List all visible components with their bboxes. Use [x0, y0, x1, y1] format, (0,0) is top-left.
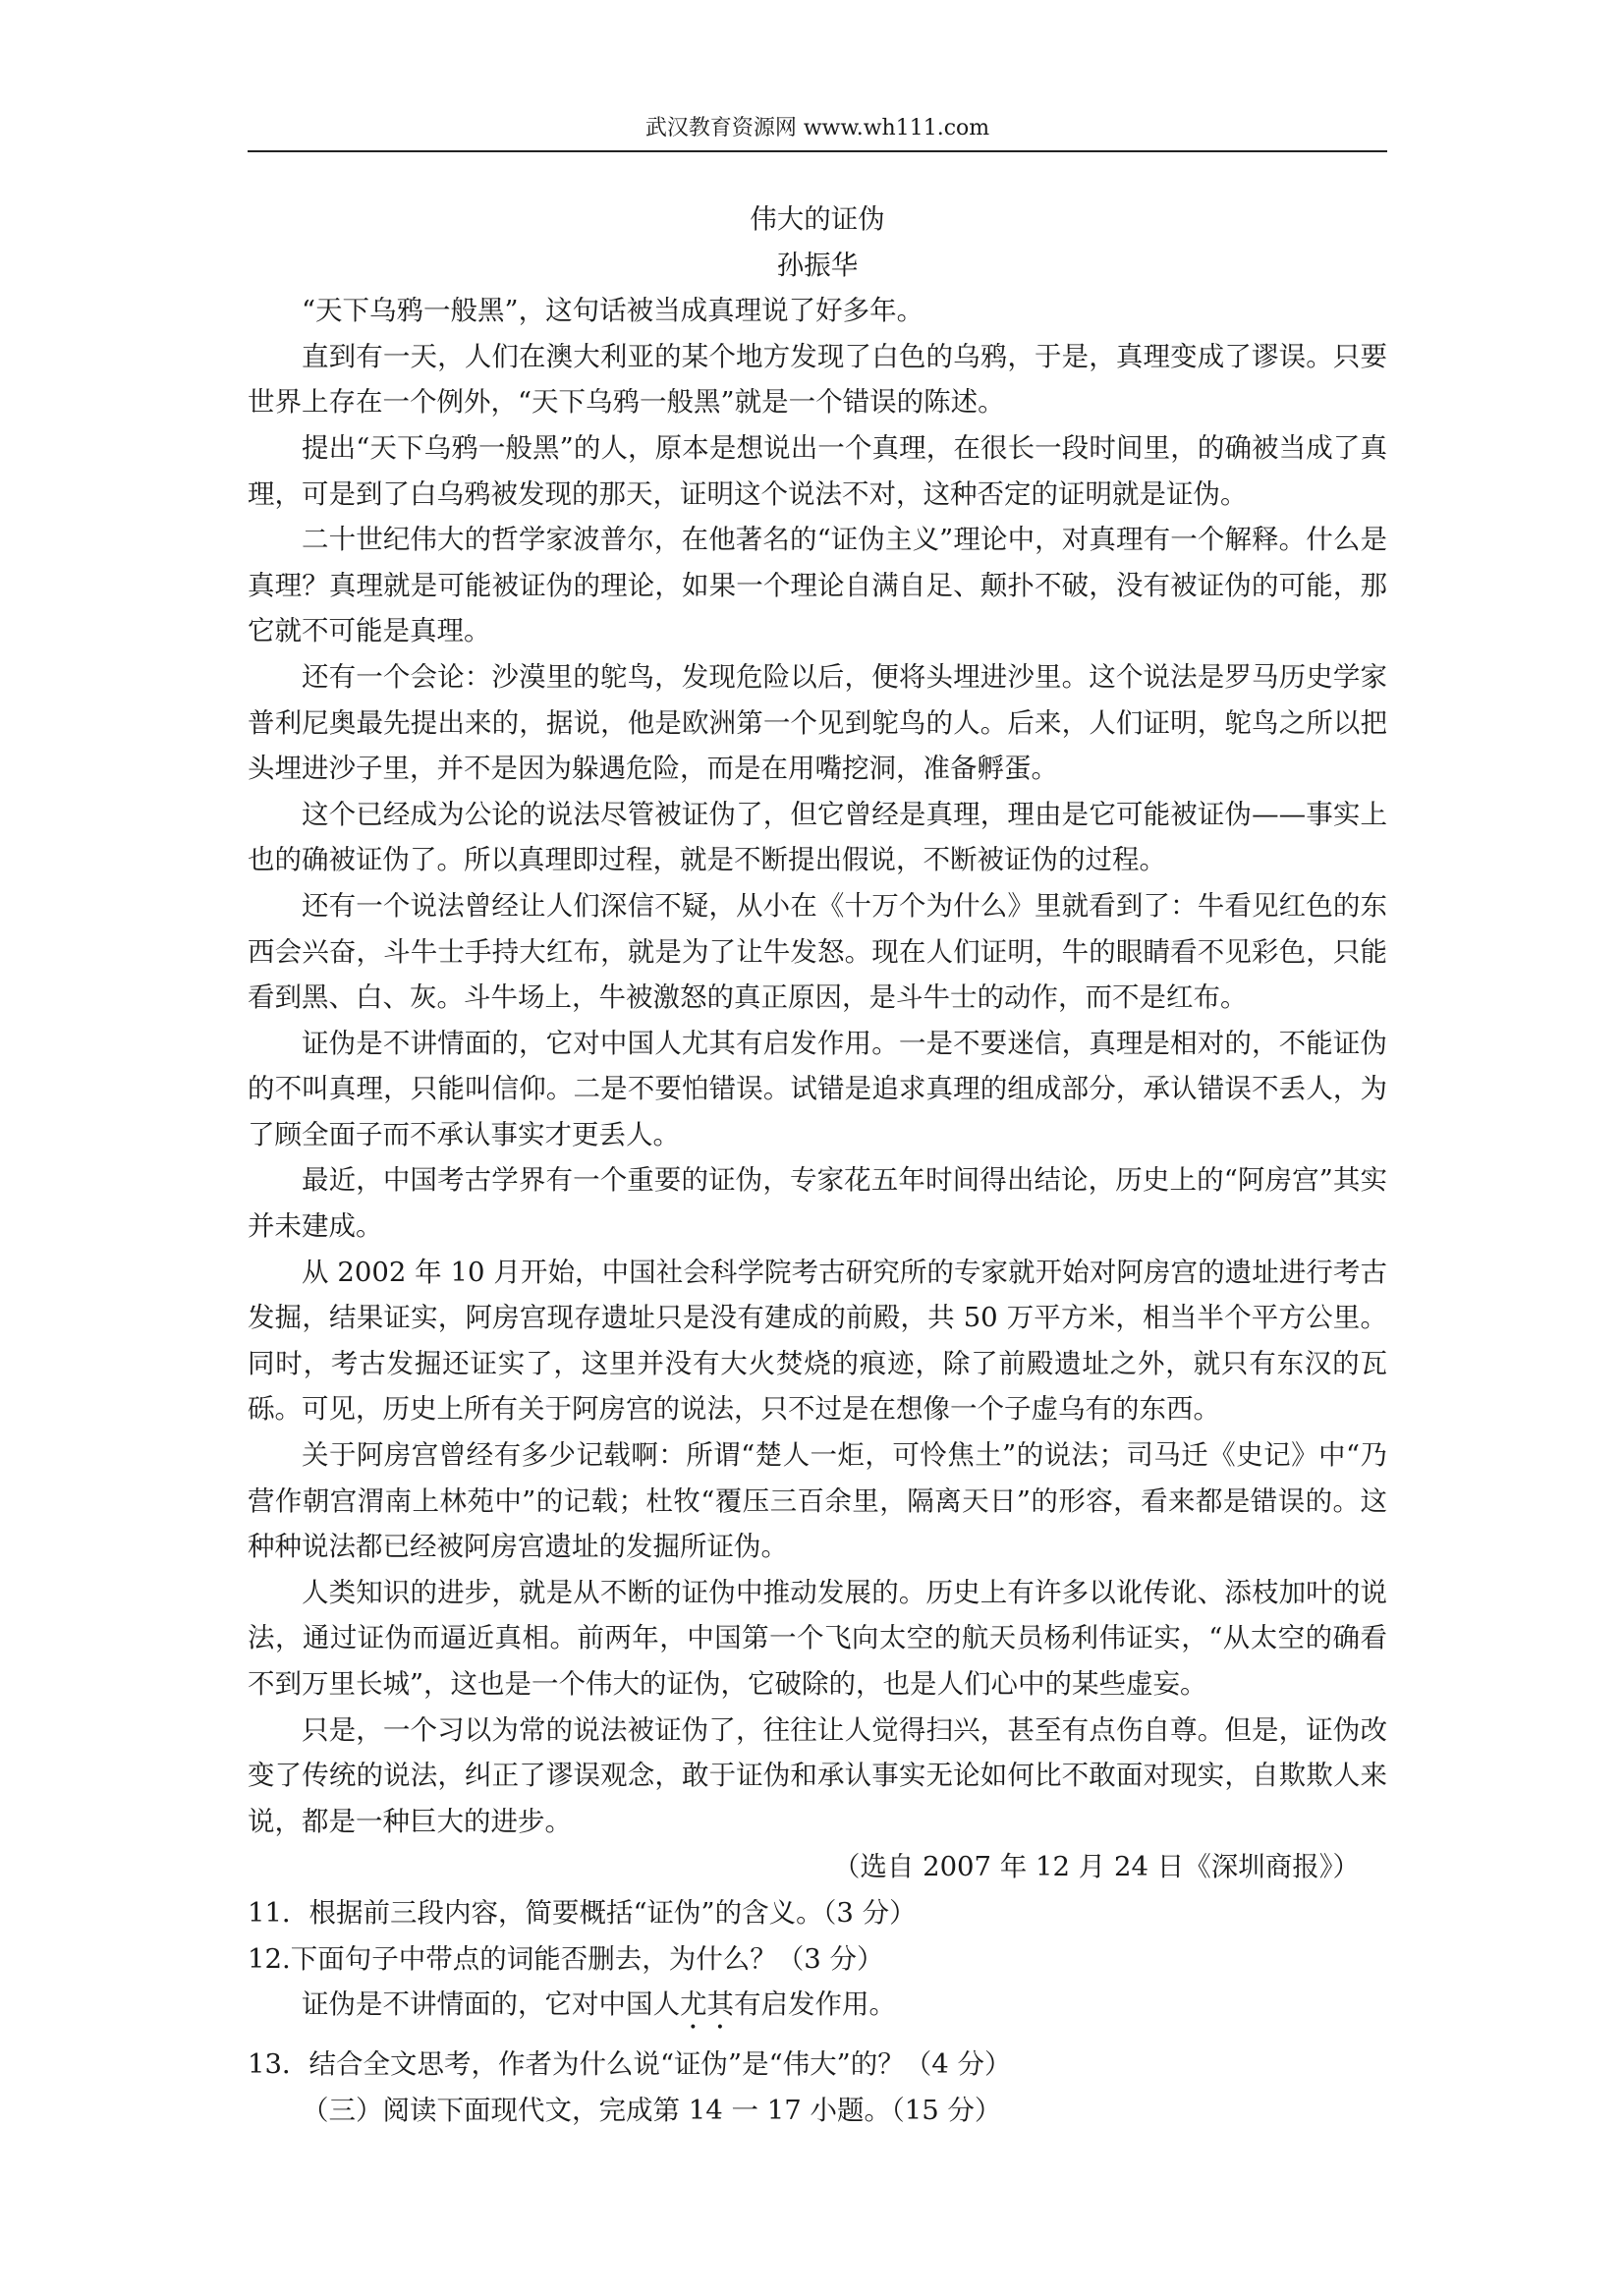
dotted-word: 尤其	[680, 1988, 734, 2021]
article-title: 伟大的证伪	[750, 203, 885, 235]
article-source: （选自 2007 年 12 月 24 日《深圳商报》）	[832, 1851, 1360, 1883]
paragraph: 人类知识的进步，就是从不断的证伪中推动发展的。历史上有许多以讹传讹、添枝加叶的说法，通过证伪而逼近真相。前两年，中国第一个飞向太空的航天员杨利伟证实，“从太空的确看不到万里长城”，这也是一个伟大的证伪，它破除的，也是人们心中的某些虚妄。	[248, 1576, 1387, 1700]
paragraph: 只是，一个习以为常的说法被证伪了，往往让人觉得扫兴，甚至有点伤自尊。但是，证伪改变了传统的说法，纠正了谬误观念，敢于证伪和承认事实无论如何比不敢面对现实，自欺欺人来说，都是一种巨大的进步。	[248, 1713, 1387, 1837]
header-divider	[248, 150, 1387, 152]
paragraph: 还有一个会论：沙漠里的鸵鸟，发现危险以后，便将头埋进沙里。这个说法是罗马历史学家普利尼奥最先提出来的，据说，他是欧洲第一个见到鸵鸟的人。后来，人们证明，鸵鸟之所以把头埋进沙子里，并不是因为躲遇危险，而是在用嘴挖洞，准备孵蛋。	[248, 660, 1387, 785]
sentence-after: 有启发作用。	[734, 1988, 896, 2021]
question-11: 11．根据前三段内容，简要概括“证伪”的含义。（3 分）	[248, 1896, 917, 1929]
article-author: 孙振华	[776, 249, 859, 281]
paragraph: 从 2002 年 10 月开始，中国社会科学院考古研究所的专家就开始对阿房宫的遗址进行考古发掘，结果证实，阿房宫现存遗址只是没有建成的前殿，共 50 万平方米，相当半个平方公里。同时，考古发掘还证实了，这里并没有大火焚烧的痕迹，除了前殿遗址之外，就只有东汉的瓦砾。可见，历史上所有关于阿房宫的说法，只不过是在想像一个子虚乌有的东西。	[248, 1256, 1387, 1426]
article-body	[248, 196, 1387, 2133]
paragraph: 关于阿房宫曾经有多少记载啊：所谓“楚人一炬，可怜焦土”的说法；司马迁《史记》中“乃营作朝宫渭南上林苑中”的记载；杜牧“覆压三百余里，隔离天日”的形容，看来都是错误的。这种种说法都已经被阿房宫遗址的发掘所证伪。	[248, 1439, 1387, 1563]
paragraph: 提出“天下乌鸦一般黑”的人，原本是想说出一个真理，在很长一段时间里，的确被当成了真理，可是到了白乌鸦被发现的那天，证明这个说法不对，这种否定的证明就是证伪。	[248, 431, 1387, 510]
paragraph: 直到有一天，人们在澳大利亚的某个地方发现了白色的乌鸦，于是，真理变成了谬误。只要世界上存在一个例外，“天下乌鸦一般黑”就是一个错误的陈述。	[248, 340, 1387, 419]
question-13: 13．结合全文思考，作者为什么说“证伪”是“伟大”的？（4 分）	[248, 2048, 1012, 2081]
sentence-before: 证伪是不讲情面的，它对中国人	[302, 1988, 680, 2021]
section-three-heading: （三）阅读下面现代文，完成第 14 一 17 小题。（15 分）	[302, 2094, 1002, 2126]
paragraph: 二十世纪伟大的哲学家波普尔，在他著名的“证伪主义”理论中，对真理有一个解释。什么是真理？真理就是可能被证伪的理论，如果一个理论自满自足、颠扑不破，没有被证伪的可能，那它就不可能是真理。	[248, 524, 1387, 647]
paragraph: “天下乌鸦一般黑”，这句话被当成真理说了好多年。	[302, 295, 924, 327]
question-12: 12.下面句子中带点的词能否删去，为什么？（3 分）	[248, 1942, 884, 1975]
paragraph: 这个已经成为公论的说法尽管被证伪了，但它曾经是真理，理由是它可能被证伪——事实上也的确被证伪了。所以真理即过程，就是不断提出假说，不断被证伪的过程。	[248, 798, 1387, 876]
paragraph: 最近，中国考古学界有一个重要的证伪，专家花五年时间得出结论，历史上的“阿房宫”其实并未建成。	[248, 1164, 1387, 1243]
paragraph: 还有一个说法曾经让人们深信不疑，从小在《十万个为什么》里就看到了：牛看见红色的东西会兴奋，斗牛士手持大红布，就是为了让牛发怒。现在人们证明，牛的眼睛看不见彩色，只能看到黑、白、灰。斗牛场上，牛被激怒的真正原因，是斗牛士的动作，而不是红布。	[248, 889, 1387, 1014]
paragraph: 证伪是不讲情面的，它对中国人尤其有启发作用。一是不要迷信，真理是相对的，不能证伪的不叫真理，只能叫信仰。二是不要怕错误。试错是追求真理的组成部分，承认错误不丢人，为了顾全面子而不承认事实才更丢人。	[248, 1027, 1387, 1150]
page-header: 武汉教育资源网 www.wh111.com	[644, 116, 990, 140]
question-12-sentence	[248, 1982, 1387, 2036]
